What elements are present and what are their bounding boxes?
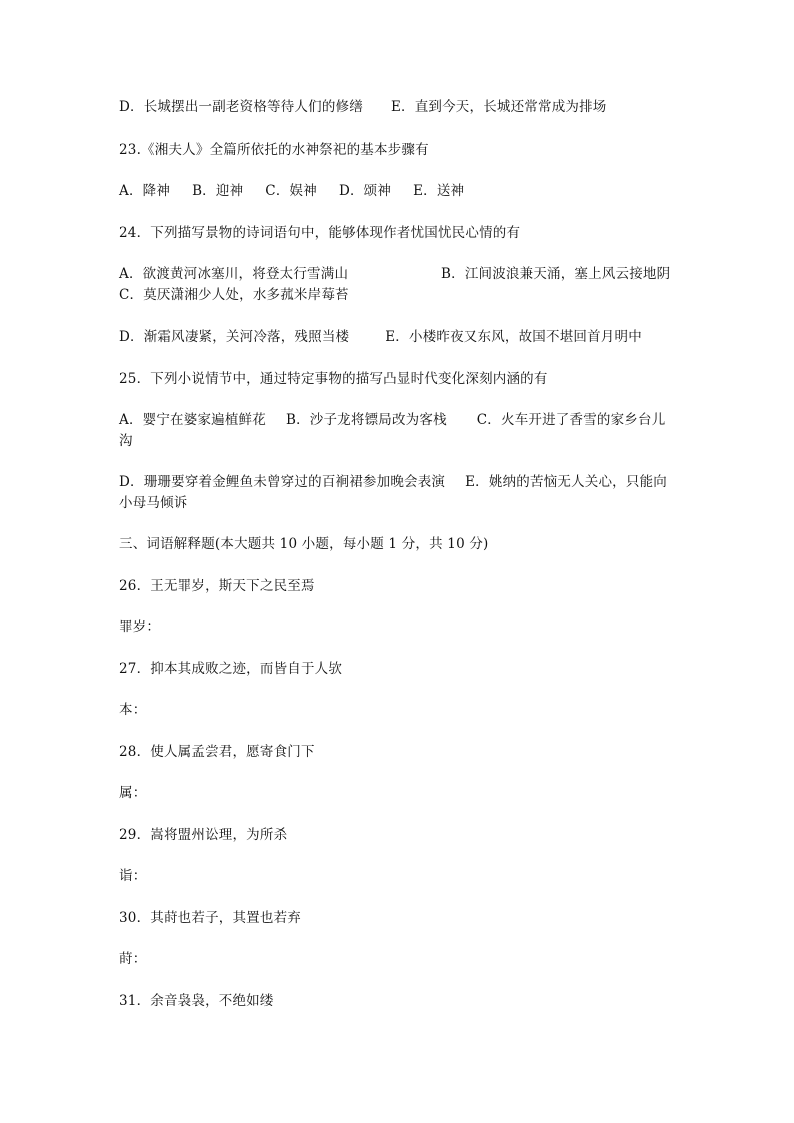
option-d: D．长城摆出一副老资格等待人们的修缮 (119, 99, 363, 115)
question-29: 29．嵩将盟州讼理，为所杀 (119, 827, 288, 843)
option-a: A．降神 (119, 183, 171, 199)
option-b: B．迎神 (192, 183, 244, 199)
option-c: C．火车开进了香雪的家乡台儿 (476, 412, 666, 428)
question-24: 24．下列描写景物的诗词语句中，能够体现作者忧国忧民心情的有 (119, 225, 521, 241)
question-23: 23.《湘夫人》全篇所依托的水神祭祀的基本步骤有 (119, 142, 429, 158)
option-d: D．渐霜风凄紧，关河冷落，残照当楼 (119, 329, 350, 345)
q23-options (119, 181, 679, 201)
question-31: 31．余音袅袅，不绝如缕 (119, 993, 274, 1009)
option-c: C．娱神 (265, 183, 317, 199)
q25-options-de (119, 472, 679, 492)
question-25: 25．下列小说情节中，通过特定事物的描写凸显时代变化深刻内涵的有 (119, 371, 548, 387)
question-28: 28．使人属孟尝君，愿寄食门下 (119, 744, 315, 760)
answer-label-27: 本： (119, 702, 147, 718)
q22-options-de (119, 97, 679, 117)
q25-option-e-cont: 小母马倾诉 (119, 495, 188, 511)
answer-label-28: 属： (119, 785, 147, 801)
option-e: E．姚纳的苦恼无人关心，只能向 (465, 474, 667, 490)
question-30: 30．其莳也若子，其置也若弃 (119, 910, 301, 926)
option-a: A．欲渡黄河冰塞川，将登太行雪满山 (119, 266, 349, 282)
q24-option-c: C．莫厌潇湘少人处，水多菰米岸莓苔 (119, 287, 349, 303)
option-e: E．直到今天，长城还常常成为排场 (390, 99, 607, 115)
option-d: D．颂神 (338, 183, 392, 199)
q24-options-ab (119, 264, 679, 284)
option-b: B．沙子龙将镖局改为客栈 (285, 412, 447, 428)
q25-option-c-cont: 沟 (119, 433, 133, 449)
question-26: 26．王无罪岁，斯天下之民至焉 (119, 578, 315, 594)
section-3-heading: 三、词语解释题(本大题共 10 小题，每小题 1 分，共 10 分) (119, 536, 489, 552)
question-27: 27．抑本其成败之迹，而皆自于人欤 (119, 661, 343, 677)
option-e: E．小楼昨夜又东风，故国不堪回首月明中 (385, 329, 642, 345)
q25-options-abc (119, 410, 679, 430)
q24-options-de (119, 327, 679, 347)
option-e: E．送神 (413, 183, 465, 199)
option-a: A．婴宁在婆家遍植鲜花 (119, 412, 266, 428)
answer-label-30: 莳： (119, 951, 147, 967)
answer-label-29: 诣： (119, 868, 147, 884)
option-d: D．珊珊要穿着金鲤鱼未曾穿过的百裥裙参加晚会表演 (119, 474, 446, 490)
option-b: B．江间波浪兼天涌，塞上风云接地阴 (441, 266, 671, 282)
answer-label-26: 罪岁： (119, 619, 161, 635)
